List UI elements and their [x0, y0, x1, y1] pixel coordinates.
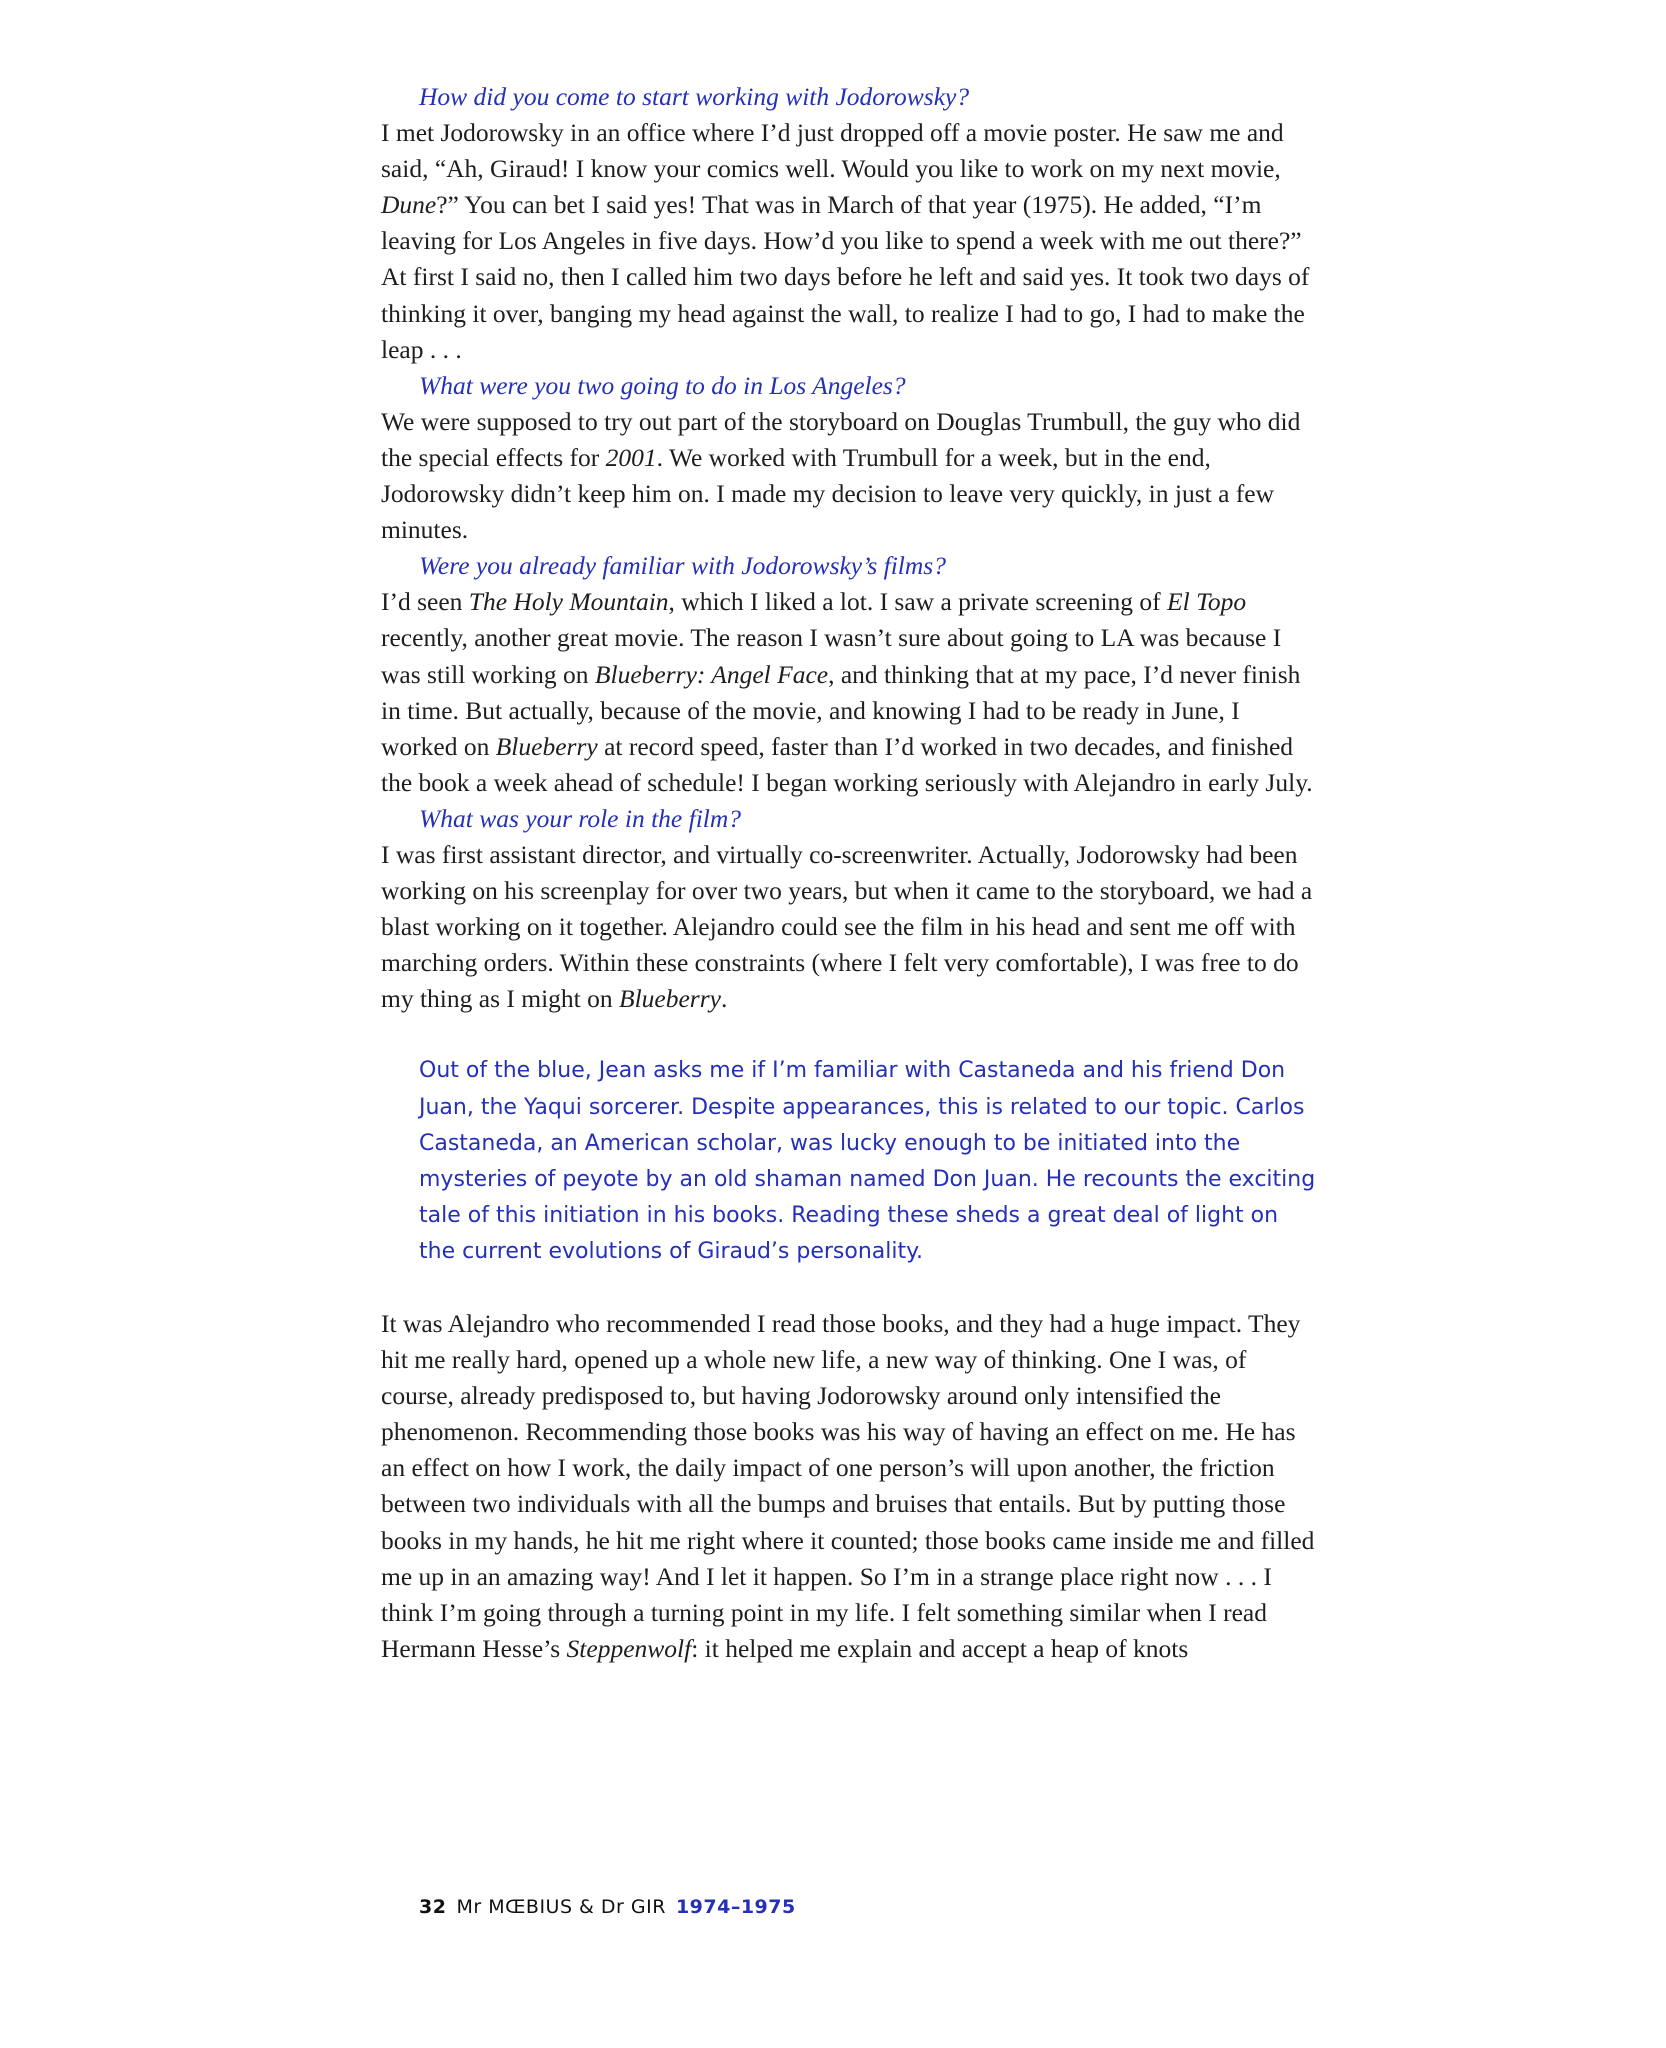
interview-answer: I’d seen The Holy Mountain, which I liked a lot. I saw a private screening of El Topo recently, another great movie. The reason I wasn’t sure about going to LA was because I was still working on Blueberry: Angel Face, and thinking that at my pace, I’d never finish in time. But actually, because of the movie, and knowing I had to be ready in June, I worked on Blueberry at record speed, faster than I’d worked in two decades, and finished the book a week ahead of schedule! I began working seriously with Alejandro in early July.: [381, 587, 1313, 797]
main-text-column: [381, 79, 1321, 1667]
author-commentary: Out of the blue, Jean asks me if I’m familiar with Castaneda and his friend Don Juan, the Yaqui sorcerer. Despite appearances, this is related to our topic. Carlos Castaneda, an American scholar, was lucky enough to be initiated into the mysteries of peyote by an old shaman named Don Juan. He recounts the exciting tale of this initiation in his books. Reading these sheds a great deal of light on the current evolutions of Giraud’s personality.: [419, 1058, 1316, 1264]
interview-question: How did you come to start working with Jodorowsky?: [419, 82, 970, 111]
italic-title: Steppenwolf: [566, 1633, 692, 1663]
italic-title: The Holy Mountain: [468, 587, 669, 617]
italic-title: Dune: [381, 190, 437, 220]
italic-title: Blueberry: [619, 984, 721, 1014]
closing-paragraph: It was Alejandro who recommended I read those books, and they had a huge impact. They hit me really hard, opened up a whole new life, a new way of thinking. One I was, of course, already predisposed to, but having Jodorowsky around only intensified the phenomenon. Recommending those books was his way of having an effect on me. He has an effect on how I work, the daily impact of one person’s will upon another, the friction between two individuals with all the bumps and bruises that entails. But by putting those books in my hands, he hit me right where it counted; those books came inside me and filled me up in an amazing way! And I let it happen. So I’m in a strange place right now . . . I think I’m going through a turning point in my life. I felt something similar when I read Hermann Hesse’s Steppenwolf: it helped me explain and accept a heap of knots: [381, 1309, 1315, 1663]
italic-title: El Topo: [1167, 587, 1247, 617]
interview-answer: I was first assistant director, and virtually co-screenwriter. Actually, Jodorowsky had been working on his screenplay for over two years, but when it came to the storyboard, we had a blast working on it together. Alejandro could see the film in his head and sent me off with marching orders. Within these constraints (where I felt very comfortable), I was free to do my thing as I might on Blueberry.: [381, 839, 1313, 1014]
italic-title: Blueberry: Angel Face: [594, 659, 829, 689]
italic-title: Blueberry: [495, 731, 598, 761]
interview-question: What was your role in the film?: [419, 803, 742, 833]
page-number: 32: [419, 1896, 447, 1918]
chapter-years: 1974–1975: [675, 1896, 796, 1918]
interview-answer: I met Jodorowsky in an office where I’d just dropped off a movie poster. He saw me and said, “Ah, Giraud! I know your comics well. Would you like to work on my next movie, Dune?” You can bet I said yes! That was in March of that year (1975). He added, “I’m leaving for Los Angeles in five days. How’d you like to spend a week with me out there?” At first I said no, then I called him two days before he left and said yes. It took two days of thinking it over, banging my head against the wall, to realize I had to go, I had to make the leap . . .: [381, 118, 1310, 364]
interview-question: What were you two going to do in Los Angeles?: [419, 370, 906, 400]
interview-question: Were you already familiar with Jodorowsky’s films?: [419, 551, 946, 581]
book-title: Mr MŒBIUS & Dr GIR: [456, 1896, 666, 1918]
interview-answer: We were supposed to try out part of the storyboard on Douglas Trumbull, the guy who did the special effects for 2001. We worked with Trumbull for a week, but in the end, Jodorowsky didn’t keep him on. I made my decision to leave very quickly, in just a few minutes.: [381, 406, 1301, 545]
italic-title: 2001: [605, 442, 657, 472]
page-footer: [419, 1896, 796, 1918]
